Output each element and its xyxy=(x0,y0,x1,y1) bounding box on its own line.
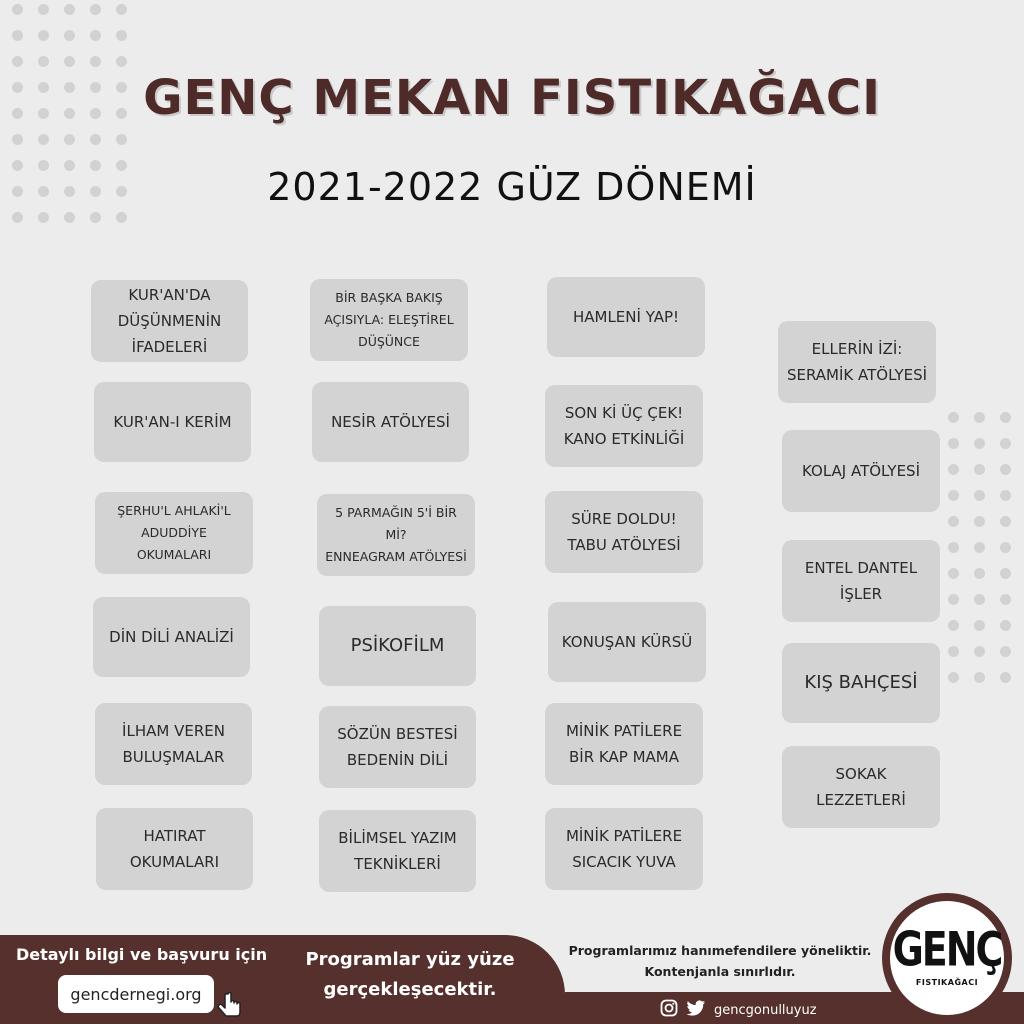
decorative-dot xyxy=(1000,490,1011,501)
program-card[interactable]: KUR'AN'DA DÜŞÜNMENİN İFADELERİ xyxy=(91,280,248,362)
website-link[interactable]: gencdernegi.org xyxy=(58,975,214,1013)
decorative-dot xyxy=(948,438,959,449)
decorative-dot xyxy=(90,134,101,145)
decorative-dot xyxy=(90,212,101,223)
decorative-dot xyxy=(116,56,127,67)
logo-subtitle: FISTIKAĞACI xyxy=(915,977,979,987)
program-info-line2: gerçekleşecektir. xyxy=(323,978,497,1000)
decorative-dot xyxy=(974,620,985,631)
decorative-dot xyxy=(1000,464,1011,475)
note-suffix: yöneliktir. xyxy=(796,943,872,958)
decorative-dot xyxy=(1000,568,1011,579)
program-card[interactable]: ENTEL DANTEL İŞLER xyxy=(782,540,940,622)
decorative-dot xyxy=(12,4,23,15)
decorative-dot xyxy=(974,542,985,553)
program-card[interactable]: SON Kİ ÜÇ ÇEK! KANO ETKİNLİĞİ xyxy=(545,385,703,467)
decorative-dot xyxy=(948,412,959,423)
program-card[interactable]: KUR'AN-I KERİM xyxy=(94,382,251,462)
decorative-dot xyxy=(64,56,75,67)
detail-info-text: Detaylı bilgi ve başvuru için xyxy=(16,945,268,964)
decorative-dot xyxy=(12,56,23,67)
decorative-dot xyxy=(948,672,959,683)
decorative-dot xyxy=(948,490,959,501)
program-card[interactable]: BİLİMSEL YAZIM TEKNİKLERİ xyxy=(319,810,476,892)
decorative-dot xyxy=(974,464,985,475)
program-info xyxy=(285,945,535,1004)
decorative-dot xyxy=(38,56,49,67)
decorative-dot xyxy=(12,212,23,223)
decorative-dot xyxy=(1000,672,1011,683)
program-card[interactable]: HAMLENİ YAP! xyxy=(547,277,705,357)
program-card[interactable]: ELLERİN İZİ: SERAMİK ATÖLYESİ xyxy=(778,321,936,403)
program-card[interactable]: SOKAK LEZZETLERİ xyxy=(782,746,940,828)
decorative-dot xyxy=(64,4,75,15)
decorative-dot xyxy=(974,568,985,579)
decorative-dot xyxy=(1000,646,1011,657)
decorative-dot xyxy=(948,516,959,527)
program-card[interactable]: KONUŞAN KÜRSÜ xyxy=(548,602,706,682)
decorative-dot xyxy=(974,672,985,683)
decorative-dot xyxy=(948,620,959,631)
program-card[interactable]: MİNİK PATİLERE BİR KAP MAMA xyxy=(545,703,703,785)
decorative-dot xyxy=(974,594,985,605)
program-card[interactable]: SÖZÜN BESTESİ BEDENİN DİLİ xyxy=(319,706,476,788)
decorative-dot xyxy=(1000,412,1011,423)
decorative-dot xyxy=(116,4,127,15)
program-card[interactable]: 5 PARMAĞIN 5'İ BİR Mİ? ENNEAGRAM ATÖLYESİ xyxy=(317,494,475,576)
social-handle[interactable]: gencgonulluyuz xyxy=(714,1002,817,1018)
decorative-dot xyxy=(90,4,101,15)
decorative-dot xyxy=(1000,594,1011,605)
program-card[interactable]: İLHAM VEREN BULUŞMALAR xyxy=(95,703,252,785)
decorative-dot xyxy=(1000,542,1011,553)
decorative-dot xyxy=(974,646,985,657)
audience-note xyxy=(555,940,885,983)
decorative-dot xyxy=(948,542,959,553)
program-card[interactable]: SÜRE DOLDU! TABU ATÖLYESİ xyxy=(545,491,703,573)
decorative-dot xyxy=(38,30,49,41)
decorative-dot xyxy=(974,490,985,501)
page-subtitle: 2021-2022 GÜZ DÖNEMİ xyxy=(267,165,757,209)
decorative-dot xyxy=(38,4,49,15)
program-card[interactable]: DİN DİLİ ANALİZİ xyxy=(93,597,250,677)
page-title: GENÇ MEKAN FISTIKAĞACI xyxy=(143,70,881,126)
decorative-dot xyxy=(974,412,985,423)
pointer-hand-icon xyxy=(215,990,245,1024)
decorative-dot xyxy=(116,30,127,41)
decorative-dot xyxy=(116,134,127,145)
decorative-dot xyxy=(64,212,75,223)
program-card[interactable]: NESİR ATÖLYESİ xyxy=(312,382,469,462)
decorative-dot xyxy=(948,568,959,579)
decorative-dot xyxy=(90,30,101,41)
decorative-dot xyxy=(12,30,23,41)
program-card[interactable]: ŞERHU'L AHLAKİ'L ADUDDİYE OKUMALARI xyxy=(95,492,253,574)
audience-note-line2: Kontenjanla sınırlıdır. xyxy=(644,964,796,980)
decorative-dot xyxy=(64,30,75,41)
decorative-dot xyxy=(90,56,101,67)
decorative-dot xyxy=(38,212,49,223)
decorative-dot xyxy=(948,594,959,605)
instagram-icon[interactable] xyxy=(660,999,678,1021)
decorative-dot xyxy=(974,516,985,527)
decorative-dot xyxy=(116,212,127,223)
decorative-dot xyxy=(1000,620,1011,631)
decorative-dot xyxy=(12,134,23,145)
logo-word: GENÇ xyxy=(892,921,1002,976)
social-links xyxy=(660,999,817,1021)
audience-note-line1 xyxy=(555,940,885,961)
program-card[interactable]: BİR BAŞKA BAKIŞ AÇISIYLA: ELEŞTİREL DÜŞÜNCE xyxy=(310,279,468,361)
genc-logo xyxy=(882,893,1012,1023)
decorative-dot xyxy=(948,646,959,657)
decorative-dot xyxy=(948,464,959,475)
program-card[interactable]: MİNİK PATİLERE SICACIK YUVA xyxy=(545,808,703,890)
decorative-dot xyxy=(1000,438,1011,449)
decorative-dot xyxy=(38,134,49,145)
program-card[interactable]: KOLAJ ATÖLYESİ xyxy=(782,430,940,512)
program-info-line1: Programlar yüz yüze xyxy=(305,949,515,970)
decorative-dot xyxy=(974,438,985,449)
note-prefix: Programlarımız xyxy=(568,943,682,958)
decorative-dot xyxy=(64,134,75,145)
program-card[interactable]: PSİKOFİLM xyxy=(319,606,476,686)
note-emphasis: hanımefendilere xyxy=(681,943,797,958)
program-card[interactable]: HATIRAT OKUMALARI xyxy=(96,808,253,890)
decorative-dot xyxy=(1000,516,1011,527)
program-card[interactable]: KIŞ BAHÇESİ xyxy=(782,643,940,723)
twitter-icon[interactable] xyxy=(686,1000,706,1021)
